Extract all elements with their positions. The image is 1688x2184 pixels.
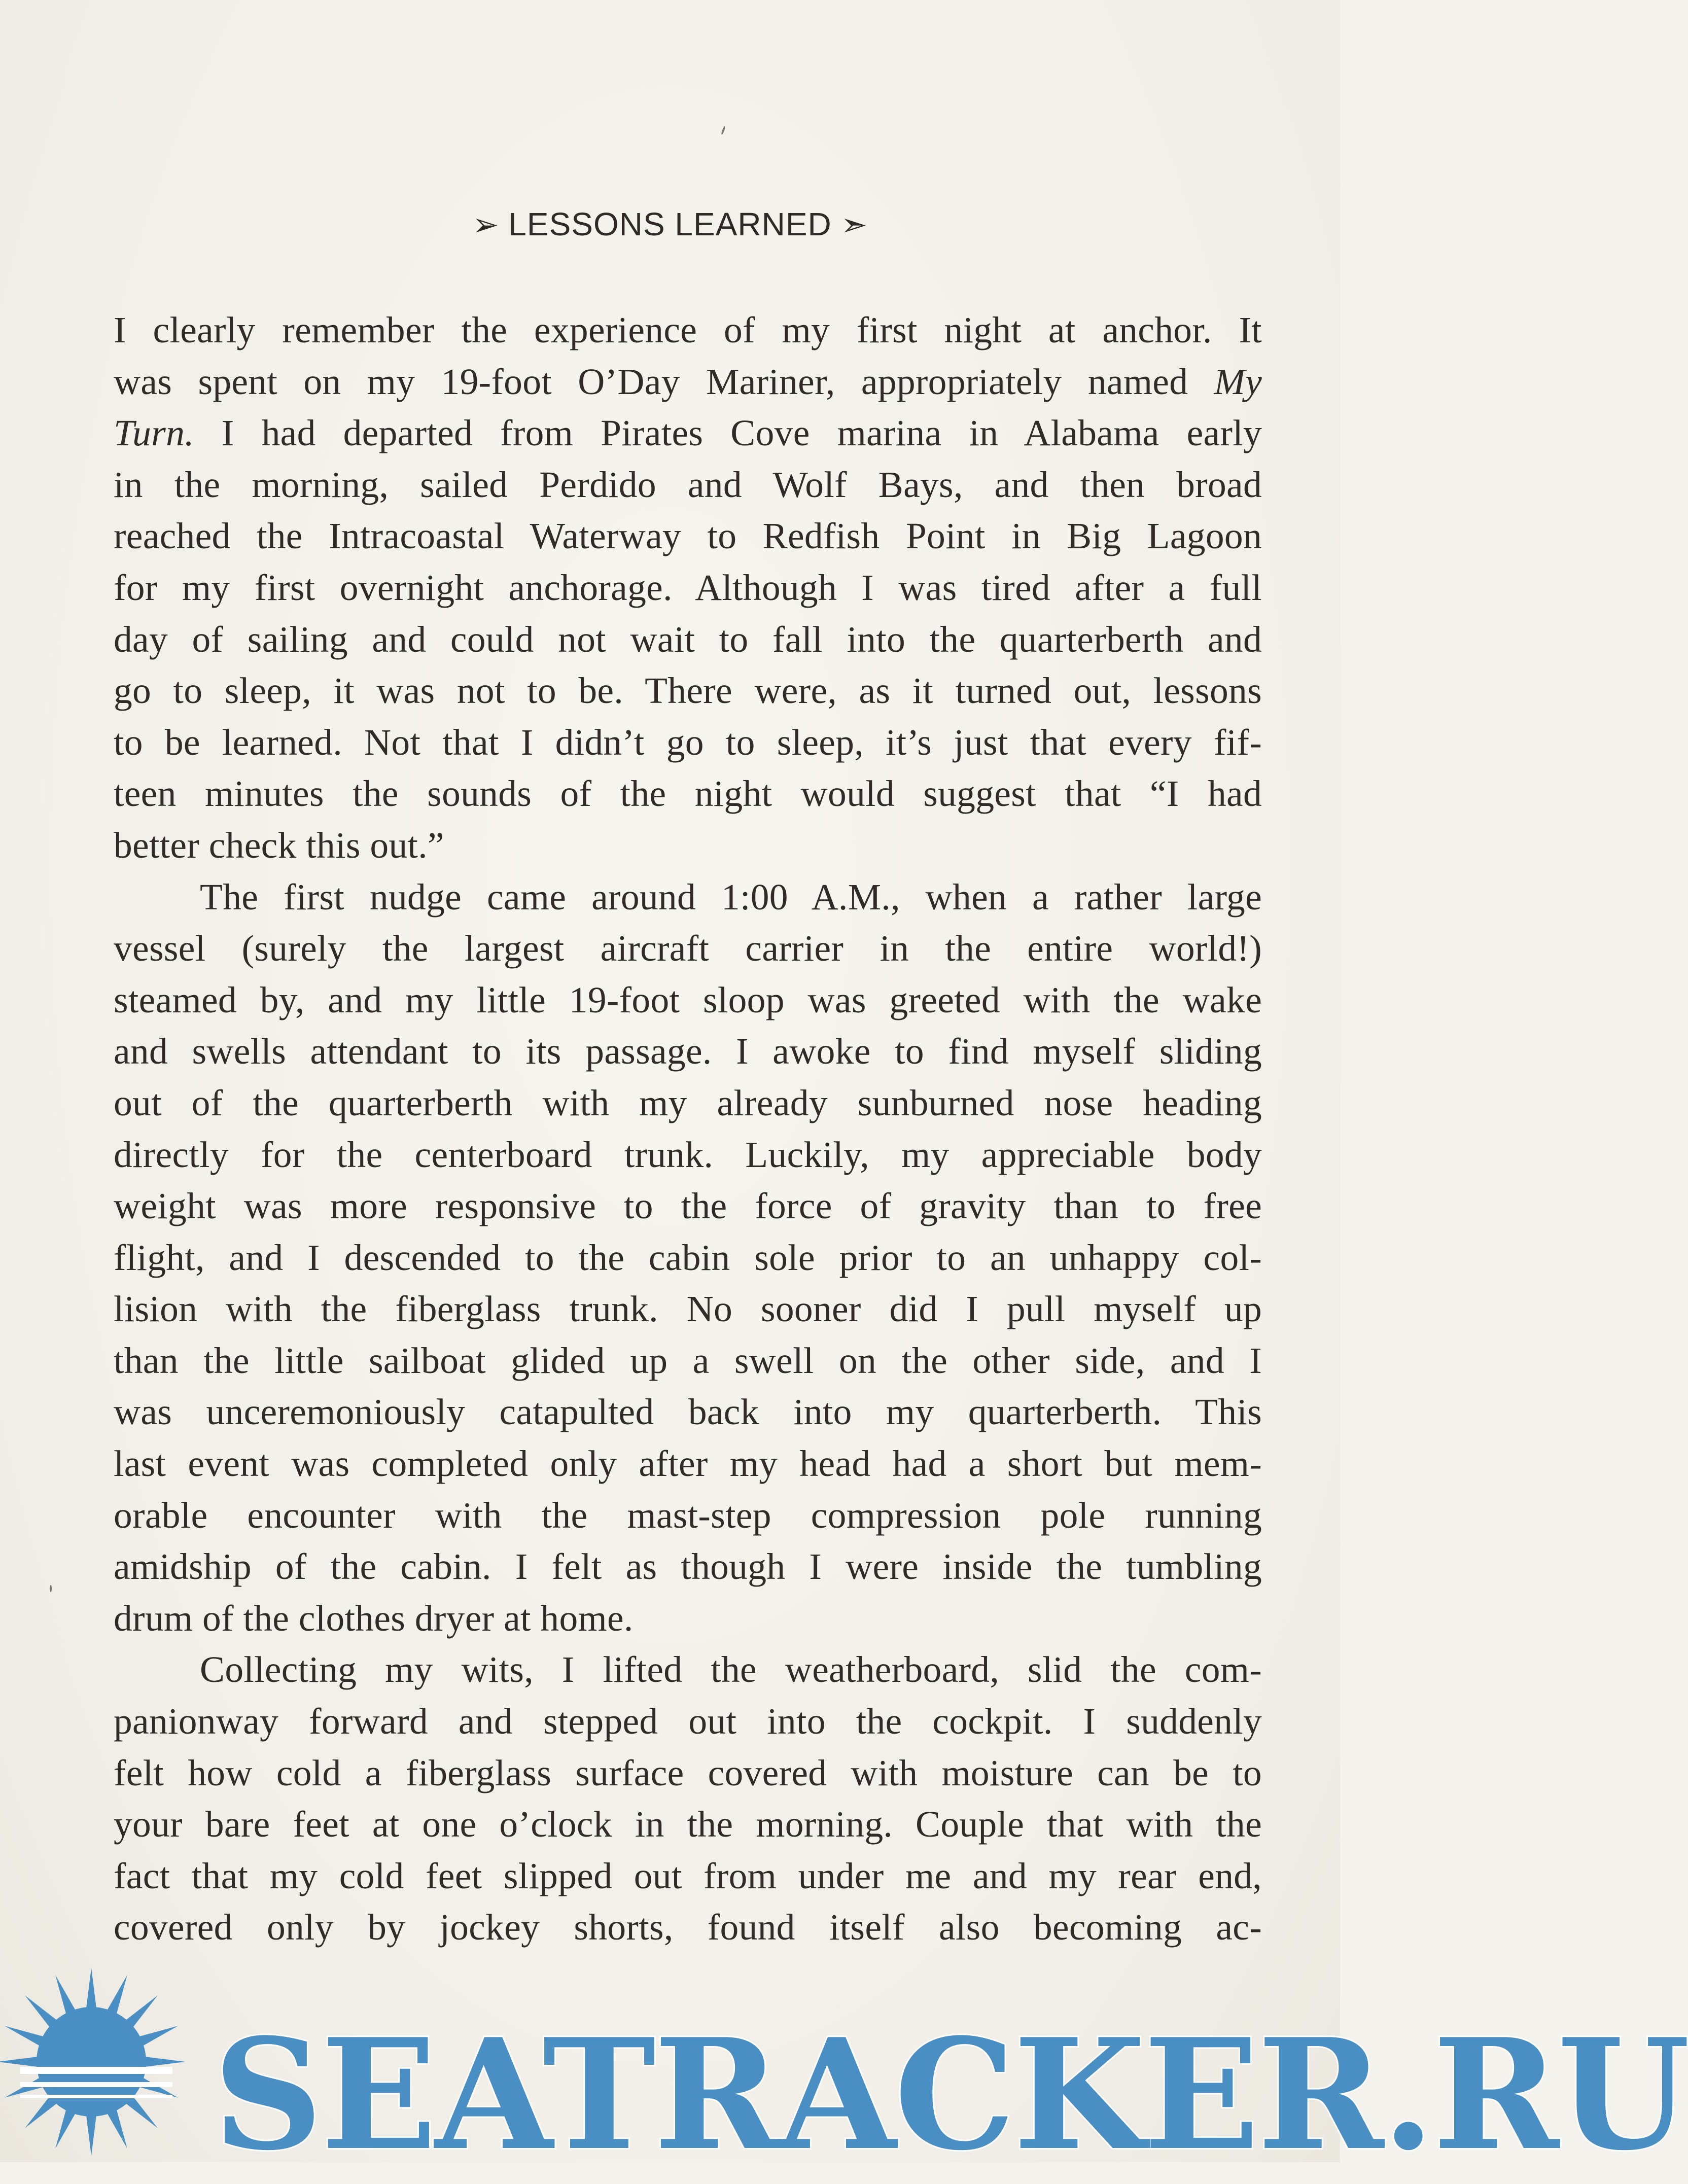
text-line: directly for the centerboard trunk. Luckily, my appreciable body	[114, 1134, 1262, 1175]
running-header	[0, 205, 1340, 243]
text-line: your bare feet at one o’clock in the morning. Couple that with the	[114, 1804, 1262, 1845]
text-line: steamed by, and my little 19-foot sloop was greeted with the wake	[114, 979, 1262, 1020]
sun-icon	[0, 1958, 213, 2162]
sun-ray	[142, 2056, 185, 2067]
body-text	[114, 304, 1262, 1953]
text-line: Collecting my wits, I lifted the weatherboard, slid the com-	[200, 1649, 1262, 1690]
text-line: was spent on my 19-foot O’Day Mariner, appropriately named My	[114, 361, 1262, 402]
page-speck	[50, 1585, 52, 1592]
text-line: covered only by jockey shorts, found itself also becoming ac-	[114, 1907, 1262, 1948]
page-speck	[721, 126, 726, 135]
text-line: lision with the fiberglass trunk. No sooner did I pull myself up	[114, 1288, 1262, 1330]
text-line: weight was more responsive to the force of gravity than to free	[114, 1185, 1262, 1227]
text-line: felt how cold a fiberglass surface covered with moisture can be to	[114, 1752, 1262, 1793]
text-line: fact that my cold feet slipped out from under me and my rear end,	[114, 1855, 1262, 1896]
watermark-text: SEATRACKER.RU	[213, 2005, 1688, 2184]
text-line: was unceremoniously catapulted back into my quarterberth. This	[114, 1391, 1262, 1433]
text-line: I clearly remember the experience of my first night at anchor. It	[114, 309, 1262, 350]
text-line: in the morning, sailed Perdido and Wolf Bays, and then broad	[114, 464, 1262, 505]
sun-ray	[0, 2056, 41, 2067]
left-ornament-icon: ➢	[472, 207, 500, 242]
text-line: and swells attendant to its passage. I awoke to find myself sliding	[114, 1031, 1262, 1072]
text-line: amidship of the cabin. I felt as though I were inside the tumbling	[114, 1546, 1262, 1588]
text-line: teen minutes the sounds of the night would suggest that “I had	[114, 773, 1262, 815]
text-line: better check this out.”	[114, 824, 444, 866]
right-ornament-icon: ➣	[840, 207, 868, 242]
text-line: vessel (surely the largest aircraft carrier in the entire world!)	[114, 928, 1262, 969]
text-line: for my first overnight anchorage. Although I was tired after a full	[114, 567, 1262, 608]
text-line: panionway forward and stepped out into the cockpit. I suddenly	[114, 1701, 1262, 1742]
text-line: The first nudge came around 1:00 A.M., when a rather large	[200, 876, 1262, 918]
text-line: out of the quarterberth with my already sunburned nose heading	[114, 1082, 1262, 1123]
text-line: drum of the clothes dryer at home.	[114, 1597, 634, 1639]
text-line: Turn. I had departed from Pirates Cove marina in Alabama early	[114, 412, 1262, 454]
sun-ray	[86, 2112, 97, 2156]
text-line: reached the Intracoastal Waterway to Redfish Point in Big Lagoon	[114, 515, 1262, 557]
text-line: to be learned. Not that I didn’t go to sleep, it’s just that every fif-	[114, 721, 1262, 763]
text-line: last event was completed only after my head had a short but mem-	[114, 1443, 1262, 1485]
text-line: go to sleep, it was not to be. There were, as it turned out, lessons	[114, 670, 1262, 712]
text-line: than the little sailboat glided up a swell on the other side, and I	[114, 1340, 1262, 1381]
sun-ray	[86, 1968, 97, 2012]
text-line: orable encounter with the mast-step compression pole running	[114, 1494, 1262, 1536]
text-line: day of sailing and could not wait to fall into the quarterberth and	[114, 618, 1262, 660]
text-line: flight, and I descended to the cabin sole prior to an unhappy col-	[114, 1237, 1262, 1278]
chapter-title: LESSONS LEARNED	[508, 206, 832, 242]
